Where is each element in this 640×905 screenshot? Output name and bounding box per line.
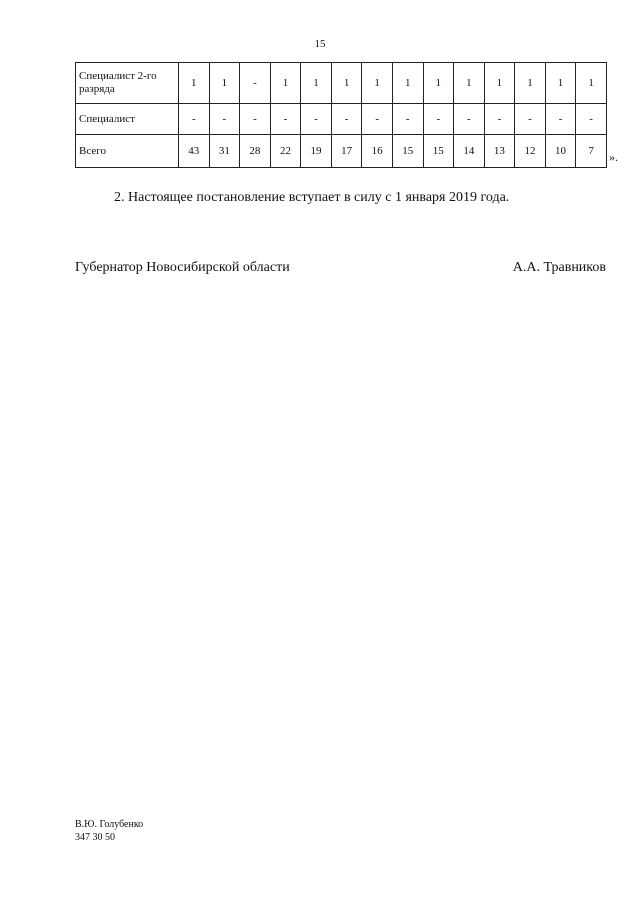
table-cell: 1 bbox=[331, 63, 362, 104]
table-cell: 16 bbox=[362, 135, 393, 168]
executor-name: В.Ю. Голубенко bbox=[75, 819, 144, 830]
row-label: Специалист bbox=[76, 104, 179, 135]
table-row bbox=[76, 63, 607, 104]
table-cell: - bbox=[209, 104, 240, 135]
table-cell: 28 bbox=[240, 135, 271, 168]
table-cell: 15 bbox=[392, 135, 423, 168]
table-cell: 1 bbox=[423, 63, 454, 104]
signatory-name: А.А. Травников bbox=[512, 260, 606, 275]
table-cell: 1 bbox=[454, 63, 485, 104]
staffing-table-body bbox=[76, 63, 607, 168]
table-cell: - bbox=[179, 104, 210, 135]
table-cell: - bbox=[270, 104, 301, 135]
table-cell: - bbox=[240, 63, 271, 104]
table-cell: 19 bbox=[301, 135, 332, 168]
row-label: Всего bbox=[76, 135, 179, 168]
table-cell: 1 bbox=[576, 63, 607, 104]
table-cell: 7 bbox=[576, 135, 607, 168]
table-cell: - bbox=[454, 104, 485, 135]
executor-phone: 347 30 50 bbox=[75, 832, 115, 843]
table-cell: 31 bbox=[209, 135, 240, 168]
table-cell: 1 bbox=[484, 63, 515, 104]
closing-quote-mark: ». bbox=[609, 150, 618, 164]
staffing-table bbox=[75, 62, 607, 168]
table-cell: 43 bbox=[179, 135, 210, 168]
table-row bbox=[76, 135, 607, 168]
table-cell: 1 bbox=[270, 63, 301, 104]
table-cell: - bbox=[545, 104, 576, 135]
row-label: Специалист 2-го разряда bbox=[76, 63, 179, 104]
table-cell: 1 bbox=[209, 63, 240, 104]
table-cell: 17 bbox=[331, 135, 362, 168]
table-cell: - bbox=[240, 104, 271, 135]
page-number: 15 bbox=[314, 38, 326, 50]
table-cell: 22 bbox=[270, 135, 301, 168]
signatory-title: Губернатор Новосибирской области bbox=[75, 260, 290, 275]
table-cell: 13 bbox=[484, 135, 515, 168]
table-cell: 1 bbox=[392, 63, 423, 104]
table-cell: - bbox=[301, 104, 332, 135]
table-cell: 12 bbox=[515, 135, 546, 168]
table-cell: 14 bbox=[454, 135, 485, 168]
table-cell: 1 bbox=[301, 63, 332, 104]
table-cell: 1 bbox=[515, 63, 546, 104]
table-row bbox=[76, 104, 607, 135]
table-cell: 1 bbox=[362, 63, 393, 104]
table-cell: - bbox=[423, 104, 454, 135]
table-cell: - bbox=[484, 104, 515, 135]
table-cell: 10 bbox=[545, 135, 576, 168]
table-cell: 1 bbox=[545, 63, 576, 104]
table-cell: - bbox=[362, 104, 393, 135]
table-cell: 15 bbox=[423, 135, 454, 168]
effective-date-paragraph: 2. Настоящее постановление вступает в силу с 1 января 2019 года. bbox=[114, 190, 510, 205]
table-cell: 1 bbox=[179, 63, 210, 104]
table-cell: - bbox=[515, 104, 546, 135]
table-cell: - bbox=[576, 104, 607, 135]
table-cell: - bbox=[331, 104, 362, 135]
executor-block bbox=[75, 818, 143, 844]
table-cell: - bbox=[392, 104, 423, 135]
